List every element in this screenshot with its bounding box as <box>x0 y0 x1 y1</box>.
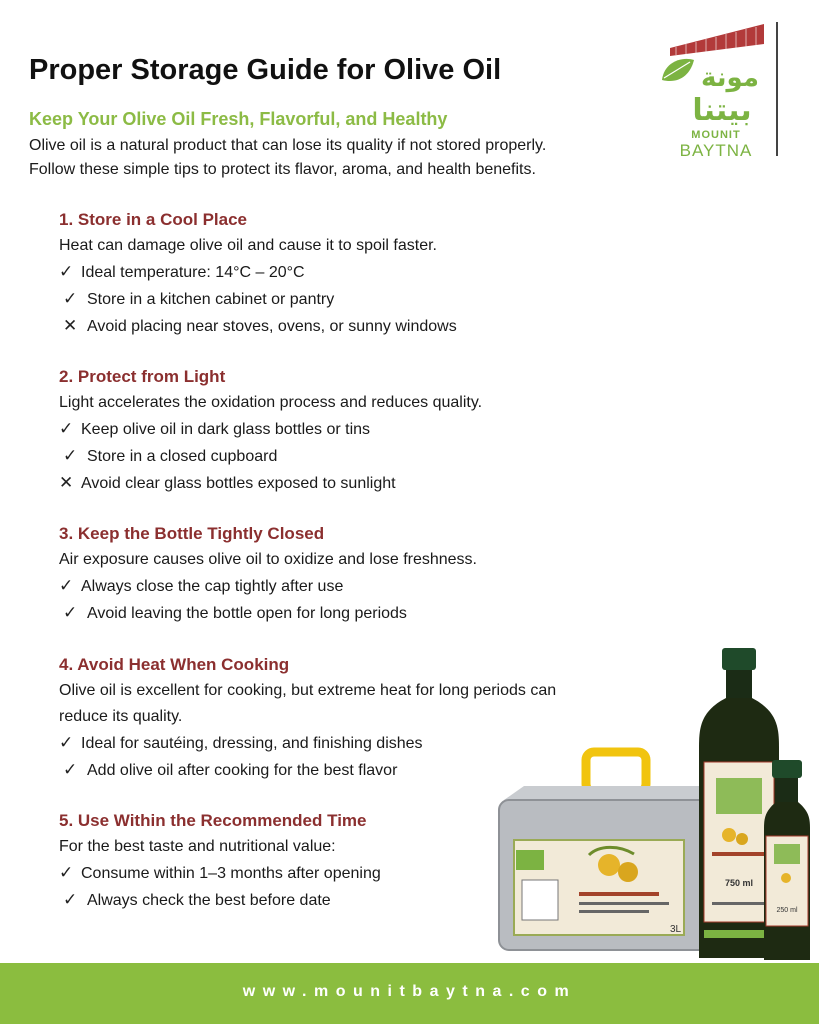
cross-icon: ✕ <box>63 316 78 335</box>
list-item: ✓ Ideal temperature: 14°C – 20°C <box>59 259 659 286</box>
checkmark-icon: ✓ <box>63 446 78 465</box>
small-bottle-size: 250 ml <box>776 907 798 914</box>
checkmark-icon: ✓ <box>63 760 78 779</box>
section-title: 3. Keep the Bottle Tightly Closed <box>59 524 325 543</box>
list-item: ✓ Consume within 1–3 months after opening <box>59 860 659 887</box>
checkmark-icon: ✓ <box>59 733 74 752</box>
section-tightly-closed <box>59 521 659 627</box>
section-text: Heat can damage olive oil and cause it to spoil faster. <box>59 237 437 254</box>
bottle-size: 750 ml <box>724 878 754 888</box>
list-item: ✕ Avoid placing near stoves, ovens, or sunny windows <box>59 313 659 340</box>
checkmark-icon: ✓ <box>63 603 78 622</box>
checkmark-icon: ✓ <box>63 890 78 909</box>
section-text: For the best taste and nutritional value: <box>59 838 336 855</box>
tin-size: 3L <box>670 924 682 935</box>
section-text: Light accelerates the oxidation process and reduces quality. <box>59 394 483 411</box>
intro-paragraph <box>29 134 629 182</box>
logo-line2: BAYTNA <box>679 141 753 160</box>
footer-bar <box>0 963 819 1024</box>
section-title: 5. Use Within the Recommended Time <box>59 811 367 830</box>
logo-arabic-bottom: بيتنا <box>692 93 752 128</box>
intro-line: Olive oil is a natural product that can lose its quality if not stored properly. <box>29 137 547 154</box>
section-text: Air exposure causes olive oil to oxidize and lose freshness. <box>59 551 477 568</box>
brand-logo <box>656 18 786 163</box>
list-item: ✓ Add olive oil after cooking for the best flavor <box>59 757 659 784</box>
section-protect-light <box>59 364 659 497</box>
list-item: ✕ Avoid clear glass bottles exposed to sunlight <box>59 470 659 497</box>
section-text: Olive oil is excellent for cooking, but extreme heat for long periods can <box>59 682 557 699</box>
list-item: ✓ Ideal for sautéing, dressing, and finishing dishes <box>59 730 659 757</box>
logo-arabic-top: مونة <box>701 63 759 93</box>
checkmark-icon: ✓ <box>59 262 74 281</box>
section-title: 2. Protect from Light <box>59 367 226 386</box>
list-item: ✓ Keep olive oil in dark glass bottles or tins <box>59 416 659 443</box>
logo-line1: MOUNIT <box>691 129 741 141</box>
list-item: ✓ Avoid leaving the bottle open for long periods <box>59 600 659 627</box>
list-item: ✓ Store in a closed cupboard <box>59 443 659 470</box>
section-text: reduce its quality. <box>59 708 183 725</box>
cross-icon: ✕ <box>59 473 74 492</box>
section-title: 4. Avoid Heat When Cooking <box>59 655 290 674</box>
section-cool-place <box>59 207 659 340</box>
page-subtitle: Keep Your Olive Oil Fresh, Flavorful, and Healthy <box>29 109 448 129</box>
list-item: ✓ Always check the best before date <box>59 887 659 914</box>
checkmark-icon: ✓ <box>59 419 74 438</box>
checkmark-icon: ✓ <box>59 863 74 882</box>
list-item: ✓ Always close the cap tightly after use <box>59 573 659 600</box>
product-image <box>494 640 819 965</box>
checkmark-icon: ✓ <box>59 576 74 595</box>
page-title: Proper Storage Guide for Olive Oil <box>29 54 502 86</box>
list-item: ✓ Store in a kitchen cabinet or pantry <box>59 286 659 313</box>
checkmark-icon: ✓ <box>63 289 78 308</box>
intro-line: Follow these simple tips to protect its flavor, aroma, and health benefits. <box>29 161 536 178</box>
section-title: 1. Store in a Cool Place <box>59 210 248 229</box>
website-link[interactable]: www.mounitbaytna.com <box>242 983 577 1000</box>
